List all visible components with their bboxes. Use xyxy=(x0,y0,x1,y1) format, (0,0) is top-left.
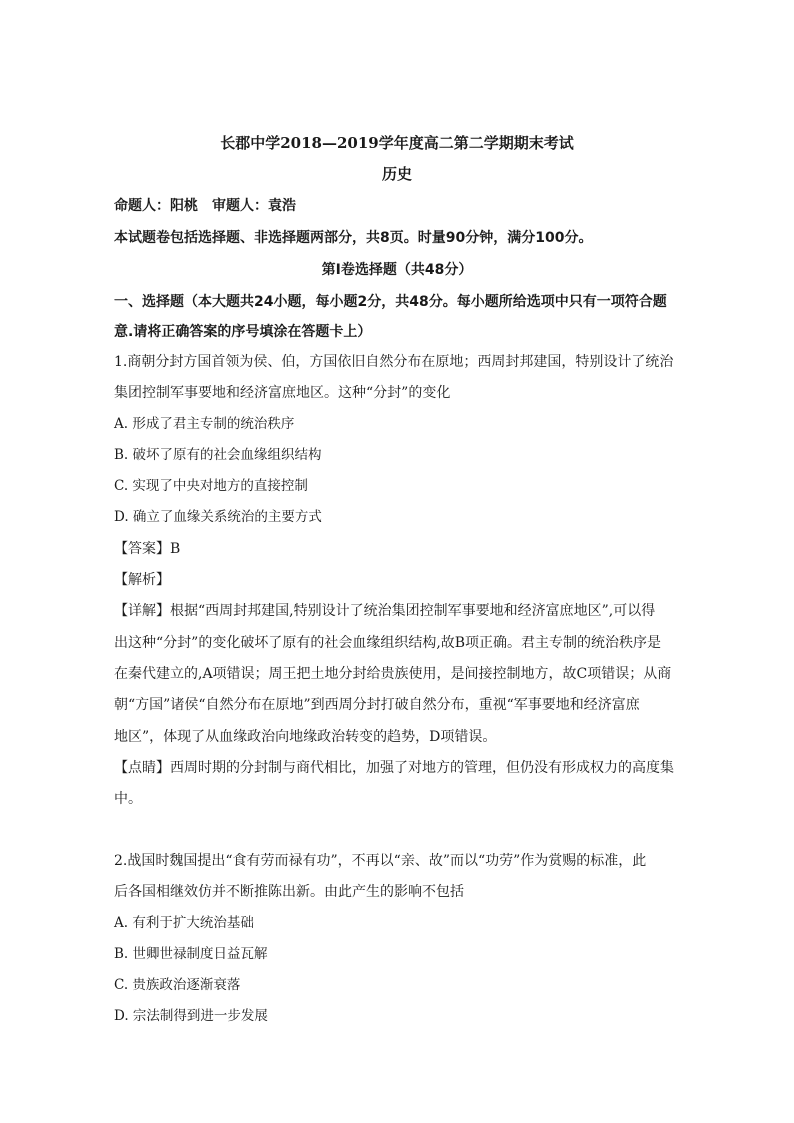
question-1-analysis-label: 【解析】 xyxy=(114,572,170,588)
question-1-option-d: D. 确立了血缘关系统治的主要方式 xyxy=(114,509,322,525)
subject-title: 历史 xyxy=(381,165,412,183)
question-1-option-b: B. 破坏了原有的社会血缘组织结构 xyxy=(114,447,322,463)
question-1-detail-line-5: 地区”，体现了从血缘政治向地缘政治转变的趋势，D项错误。 xyxy=(114,729,497,745)
question-2-option-c: C. 贵族政治逐渐衰落 xyxy=(114,977,241,993)
question-2-option-a: A. 有利于扩大统治基础 xyxy=(114,915,254,931)
section-title: 第Ⅰ卷选择题（共48分） xyxy=(321,262,473,278)
part-heading-line-1: 一、选择题（本大题共24小题，每小题2分，共48分。每小题所给选项中只有一项符合题 xyxy=(114,294,667,310)
question-2-option-d: D. 宗法制得到进一步发展 xyxy=(114,1008,268,1024)
question-1-detail-line-4: 朝“方国”诸侯“自然分布在原地”到西周分封打破自然分布，重视“军事要地和经济富庶 xyxy=(114,697,640,713)
question-1-detail-line-3: 在秦代建立的,A项错误；周王把土地分封给贵族使用，是间接控制地方，故C项错误；从商 xyxy=(114,666,672,682)
question-1-option-a: A. 形成了君主专制的统治秩序 xyxy=(114,416,295,432)
question-1-detail-line-2: 出这种“分封”的变化破坏了原有的社会血缘组织结构,故B项正确。君主专制的统治秩序是 xyxy=(114,635,662,651)
authors-line: 命题人：阳桃 审题人：袁浩 xyxy=(114,198,296,214)
question-2-stem-line-2: 后各国相继效仿并不断推陈出新。由此产生的影响不包括 xyxy=(114,884,464,900)
question-1-note-line-1: 【点睛】西周时期的分封制与商代相比，加强了对地方的管理，但仍没有形成权力的高度集 xyxy=(114,760,674,776)
question-1-note-line-2: 中。 xyxy=(114,791,142,807)
question-1-answer: 【答案】B xyxy=(114,541,181,557)
part-heading-line-2: 意.请将正确答案的序号填涂在答题卡上） xyxy=(114,324,372,340)
question-2-stem-line-1: 2.战国时魏国提出“食有劳而禄有功”，不再以“亲、故”而以“功劳”作为赏赐的标准，此 xyxy=(114,853,647,869)
question-1-stem-line-1: 1.商朝分封方国首领为侯、伯，方国依旧自然分布在原地；西周封邦建国，特别设计了统治 xyxy=(114,354,674,370)
instructions-line: 本试题卷包括选择题、非选择题两部分，共8页。时量90分钟，满分100分。 xyxy=(114,230,593,246)
question-2-option-b: B. 世卿世禄制度日益瓦解 xyxy=(114,946,268,962)
question-1-stem-line-2: 集团控制军事要地和经济富庶地区。这种“分封”的变化 xyxy=(114,385,451,401)
question-1-detail-line-1: 【详解】根据“西周封邦建国,特别设计了统治集团控制军事要地和经济富庶地区”,可以得 xyxy=(114,603,656,619)
exam-title: 长郡中学2018—2019学年度高二第二学期期末考试 xyxy=(220,134,574,152)
question-1-option-c: C. 实现了中央对地方的直接控制 xyxy=(114,478,308,494)
